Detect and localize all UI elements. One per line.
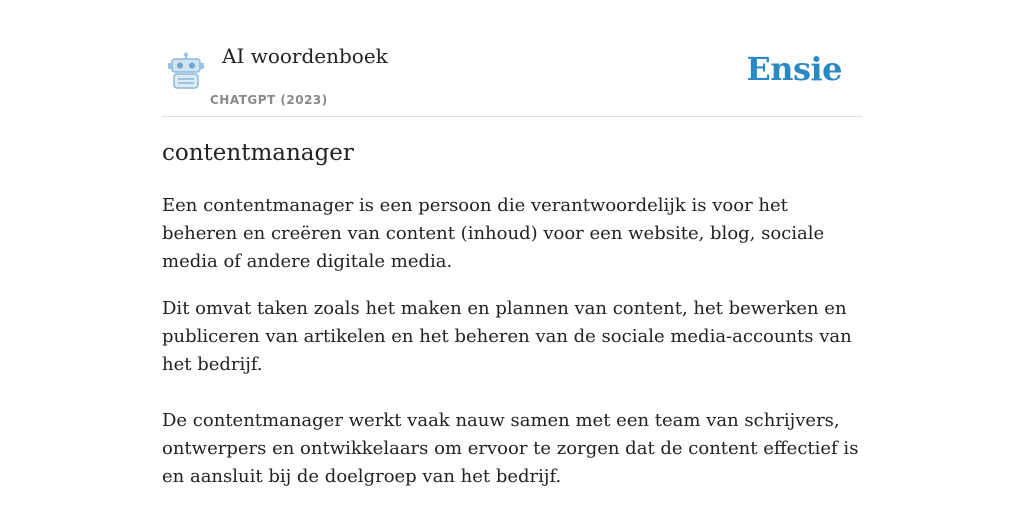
definition-paragraph-2: Dit omvat taken zoals het maken en plannen van content, het bewerken en publiceren van artikelen en het beheren van de sociale media-accounts van het bedrijf. [162,298,852,375]
definition-paragraph-1: Een contentmanager is een persoon die verantwoordelijk is voor het beheren en creëren van content (inhoud) voor een website, blog, sociale media of andere digitale media. [162,195,825,272]
page-container [162,0,862,487]
site-title[interactable]: AI woordenboek [222,44,388,68]
definition-paragraph-3: De contentmanager werkt vaak nauw samen met een team van schrijvers, ontwerpers en ontwikkelaars om ervoor te zorgen dat de content effectief is en aansluit bij de doelgroep van het bedrijf. [162,410,859,487]
entry-term: contentmanager [162,140,354,166]
source-label: CHATGPT (2023) [210,93,328,107]
robot-icon [166,52,206,90]
header [162,0,862,117]
brand-logo[interactable]: Ensie [746,50,842,88]
